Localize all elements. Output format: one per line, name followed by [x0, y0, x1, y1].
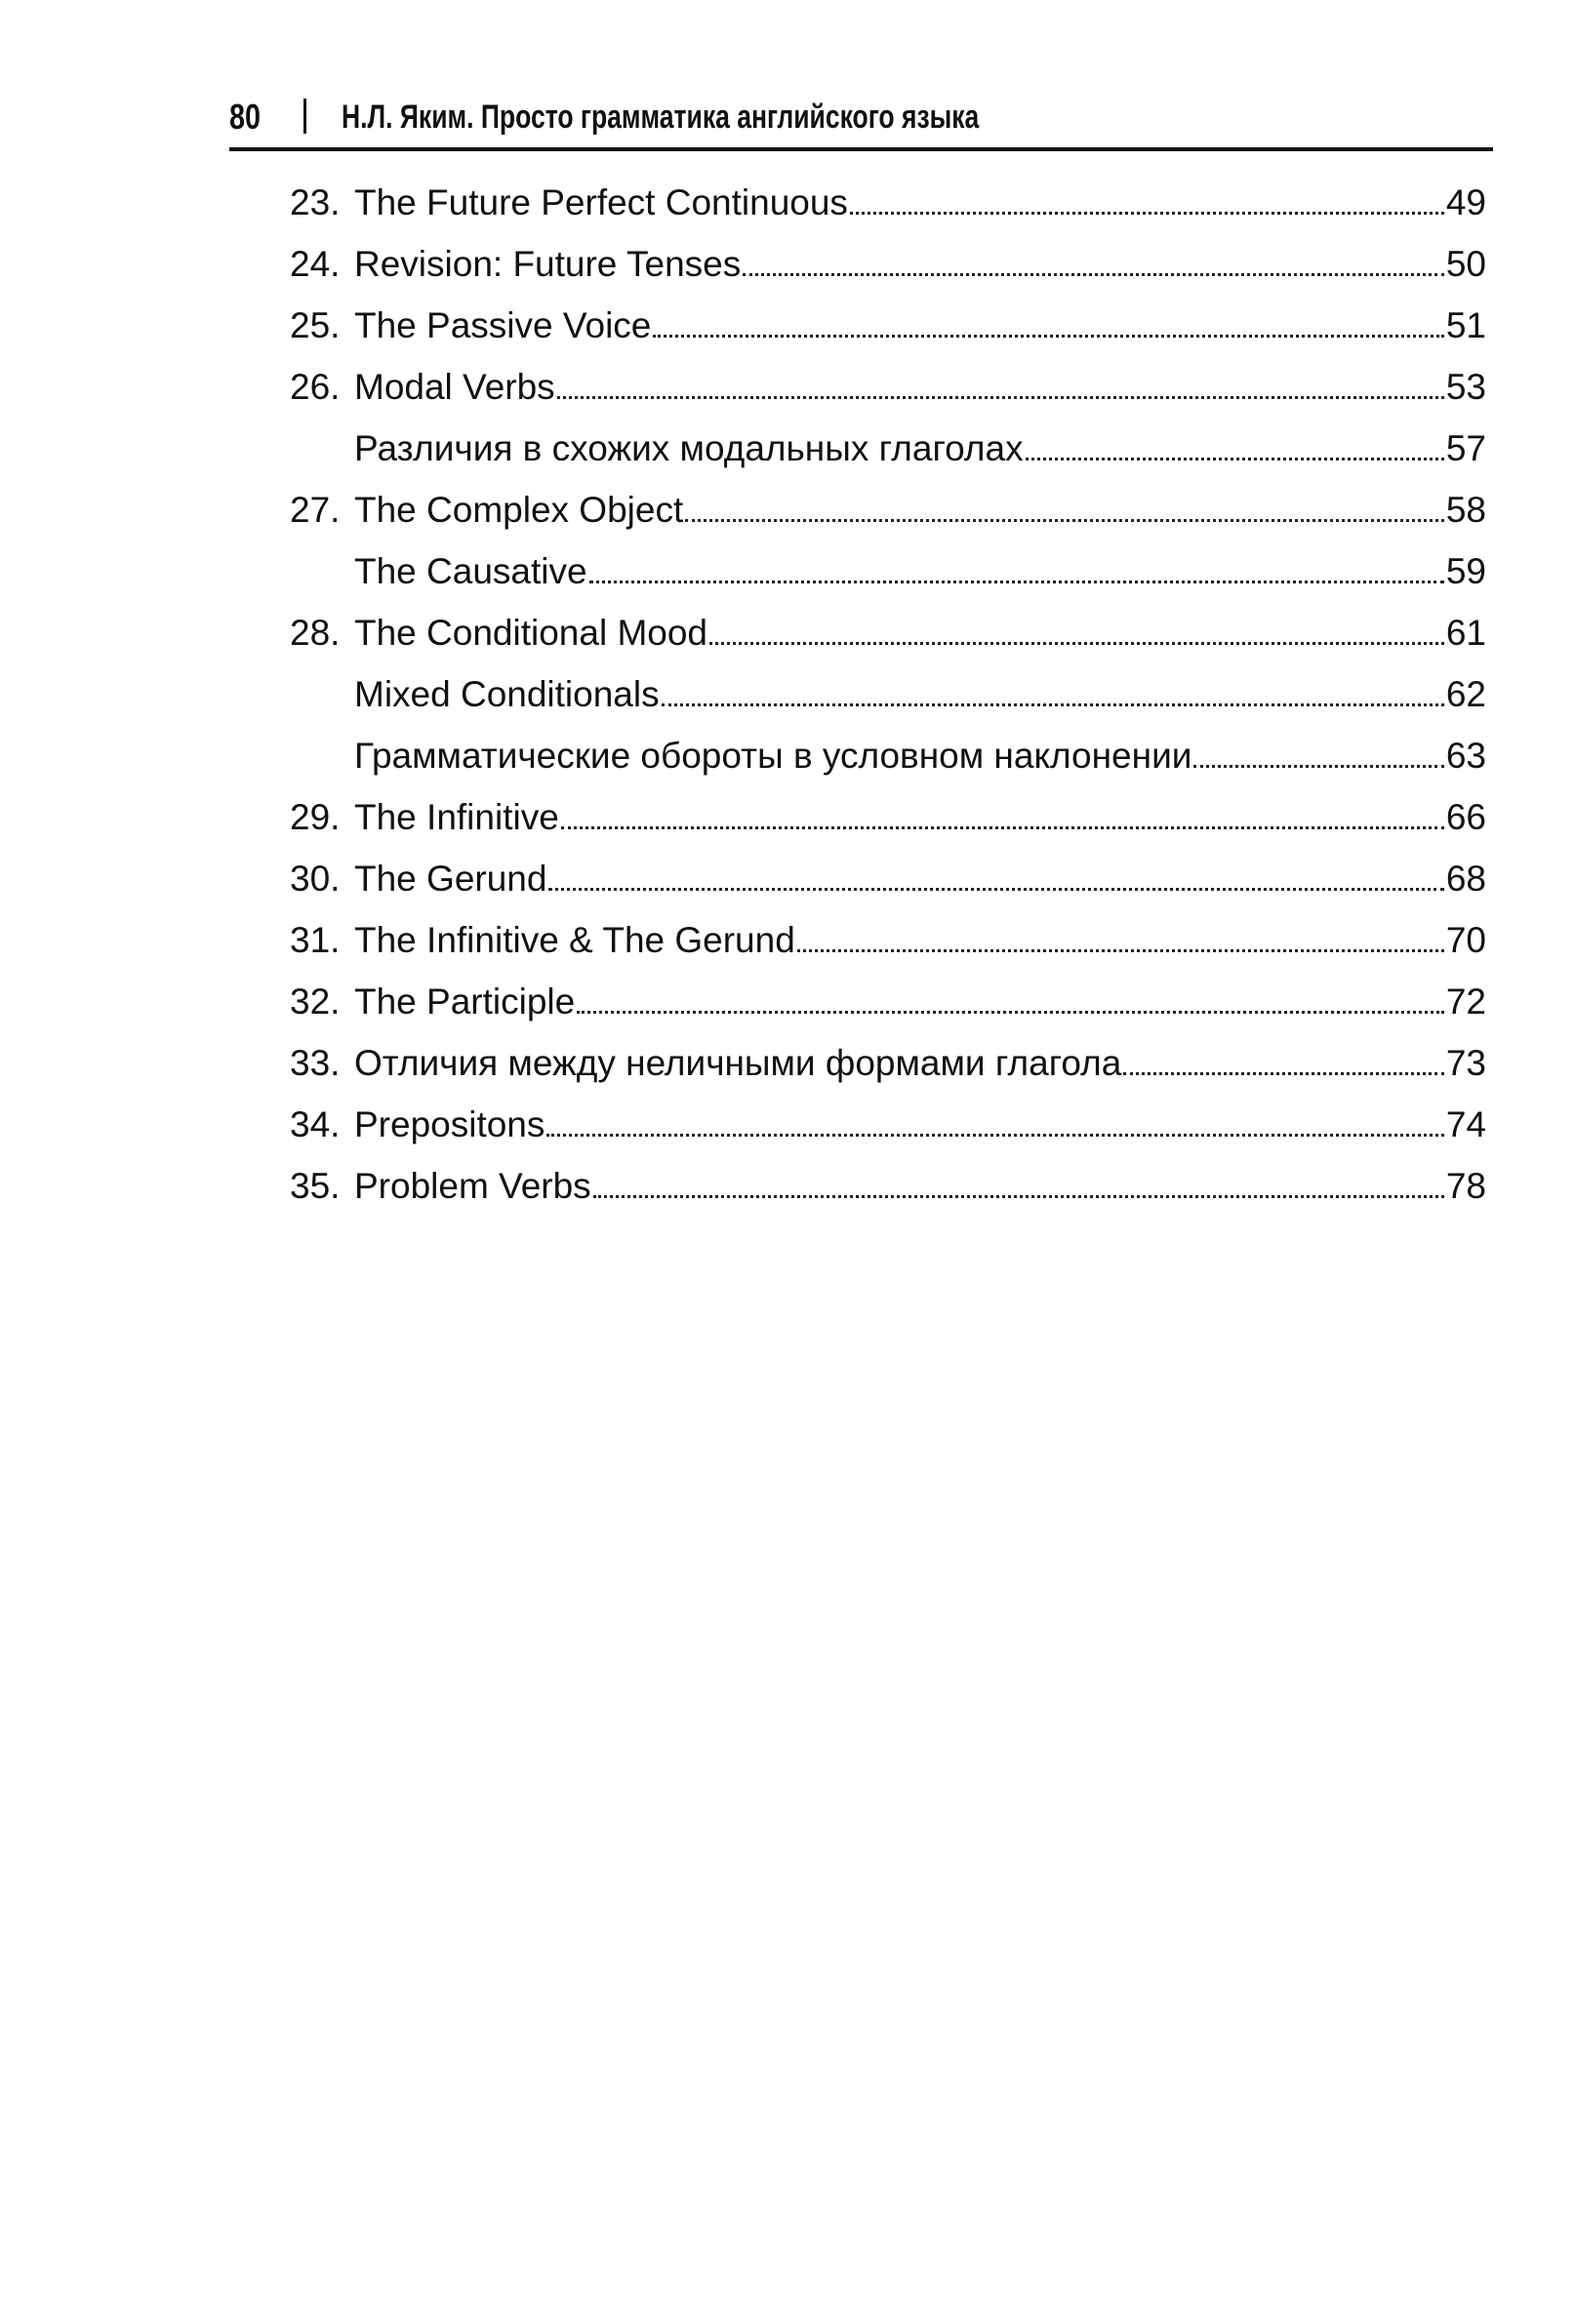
entry-title: The Conditional Mood — [354, 612, 707, 653]
dot-leader — [548, 861, 1443, 897]
toc-entry — [290, 848, 1486, 909]
toc-entry — [290, 541, 1486, 602]
entry-number: 30. — [290, 858, 341, 899]
entry-title: The Passive Voice — [354, 304, 652, 345]
entry-title: Revision: Future Tenses — [354, 243, 742, 284]
entry-page: 68 — [1445, 858, 1486, 899]
dot-leader — [577, 983, 1444, 1020]
toc-entry — [290, 479, 1486, 541]
toc-entry — [290, 295, 1486, 356]
dot-leader — [709, 615, 1444, 651]
dot-leader — [589, 553, 1444, 589]
entry-number: 28. — [290, 612, 341, 653]
dot-leader — [1193, 738, 1443, 774]
entry-title: Problem Verbs — [354, 1165, 591, 1206]
dot-leader — [850, 184, 1444, 220]
dot-leader — [1123, 1045, 1444, 1081]
entry-title: The Infinitive & The Gerund — [354, 919, 795, 960]
toc-entry — [290, 1094, 1486, 1155]
entry-number: 35. — [290, 1165, 341, 1206]
entry-page: 49 — [1445, 181, 1486, 222]
header-rule — [229, 147, 1493, 151]
dot-leader — [546, 1106, 1443, 1142]
table-of-contents — [290, 172, 1486, 1217]
entry-number: 27. — [290, 489, 341, 530]
dot-leader — [743, 246, 1444, 282]
toc-entry — [290, 909, 1486, 971]
entry-title: Грамматические обороты в условном наклонении — [354, 735, 1192, 776]
dot-leader — [685, 492, 1444, 528]
dot-leader — [662, 676, 1444, 712]
header-separator — [303, 99, 306, 134]
entry-title: The Infinitive — [354, 796, 559, 837]
dot-leader — [797, 922, 1444, 958]
dot-leader — [653, 307, 1443, 343]
running-header — [229, 93, 1493, 147]
toc-entry — [290, 971, 1486, 1032]
entry-page: 53 — [1445, 366, 1486, 407]
entry-title: The Gerund — [354, 858, 547, 899]
toc-entry — [290, 786, 1486, 848]
entry-page: 74 — [1445, 1103, 1486, 1144]
entry-page: 66 — [1445, 796, 1486, 837]
toc-entry — [290, 418, 1486, 479]
entry-number: 23. — [290, 181, 341, 222]
entry-page: 78 — [1445, 1165, 1486, 1206]
entry-page: 57 — [1445, 427, 1486, 468]
entry-page: 72 — [1445, 981, 1486, 1022]
entry-page: 50 — [1445, 243, 1486, 284]
entry-title: Mixed Conditionals — [354, 673, 660, 714]
entry-title: The Causative — [354, 550, 587, 591]
entry-page: 58 — [1445, 489, 1486, 530]
toc-entry — [290, 356, 1486, 418]
entry-number: 34. — [290, 1103, 341, 1144]
entry-page: 63 — [1445, 735, 1486, 776]
page-number: 80 — [229, 97, 262, 137]
entry-title: Различия в схожих модальных глаголах — [354, 427, 1024, 468]
entry-number: 26. — [290, 366, 341, 407]
toc-entry — [290, 233, 1486, 295]
entry-number: 32. — [290, 981, 341, 1022]
entry-title: The Future Perfect Continuous — [354, 181, 848, 222]
entry-number: 24. — [290, 243, 341, 284]
entry-title: The Complex Object — [354, 489, 684, 530]
dot-leader — [1026, 430, 1444, 466]
entry-title: Prepositons — [354, 1103, 545, 1144]
entry-page: 62 — [1445, 673, 1486, 714]
entry-title: The Participle — [354, 981, 576, 1022]
entry-page: 73 — [1445, 1042, 1486, 1083]
toc-entry — [290, 725, 1486, 786]
dot-leader — [561, 799, 1444, 835]
entry-number: 31. — [290, 919, 341, 960]
dot-leader — [557, 369, 1444, 405]
dot-leader — [593, 1168, 1444, 1204]
toc-entry — [290, 1155, 1486, 1217]
book-title: Н.Л. Яким. Просто грамматика английского языка — [342, 99, 980, 136]
toc-entry — [290, 663, 1486, 725]
entry-page: 51 — [1445, 304, 1486, 345]
entry-number: 33. — [290, 1042, 341, 1083]
entry-title: Modal Verbs — [354, 366, 555, 407]
entry-page: 70 — [1445, 919, 1486, 960]
toc-entry — [290, 602, 1486, 663]
entry-title: Отличия между неличными формами глагола — [354, 1042, 1122, 1083]
toc-entry — [290, 172, 1486, 233]
entry-page: 61 — [1445, 612, 1486, 653]
entry-page: 59 — [1445, 550, 1486, 591]
toc-entry — [290, 1032, 1486, 1094]
entry-number: 25. — [290, 304, 341, 345]
entry-number: 29. — [290, 796, 341, 837]
